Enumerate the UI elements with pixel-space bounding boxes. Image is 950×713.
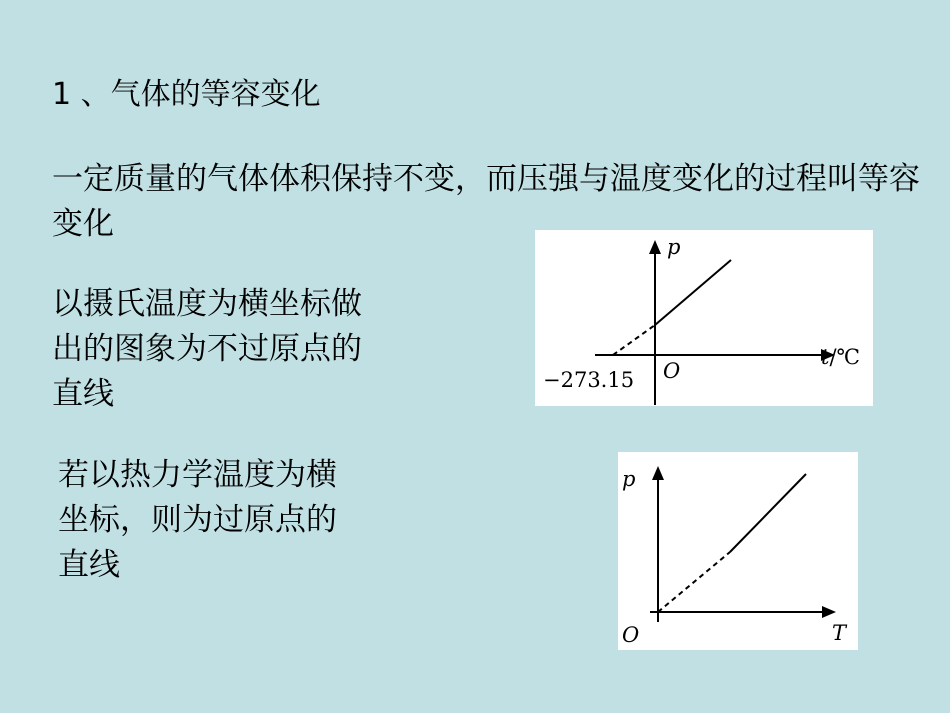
y-axis-arrow bbox=[652, 466, 664, 480]
slide-title: 1 、气体的等容变化 bbox=[52, 77, 321, 112]
x-axis-unit: /℃ bbox=[829, 345, 861, 369]
kelvin-graph-svg bbox=[618, 452, 858, 650]
pressure-line bbox=[655, 260, 731, 325]
celsius-graph-svg bbox=[535, 230, 873, 406]
kelvin-pt-graph bbox=[618, 452, 858, 650]
pressure-line bbox=[730, 474, 806, 552]
y-axis-label: p bbox=[622, 467, 636, 491]
x-axis-label: T bbox=[832, 621, 847, 645]
celsius-graph-note: 以摄氏温度为横坐标做出的图象为不过原点的直线 bbox=[52, 286, 362, 412]
kelvin-graph-note: 若以热力学温度为横坐标，则为过原点的直线 bbox=[58, 457, 337, 583]
extrapolation-dashed-line bbox=[613, 325, 655, 355]
intercept-label: −273.15 bbox=[543, 368, 635, 392]
x-axis-variable: t bbox=[821, 345, 830, 369]
extrapolation-dashed-line bbox=[658, 552, 730, 612]
definition-text: 一定质量的气体体积保持不变，而压强与温度变化的过程叫等容变化 bbox=[52, 161, 920, 242]
y-axis-arrow bbox=[649, 240, 661, 254]
celsius-pt-graph bbox=[535, 230, 873, 406]
origin-label: O bbox=[663, 359, 681, 383]
x-axis-label bbox=[821, 345, 860, 369]
x-axis-arrow bbox=[822, 606, 836, 618]
origin-label: O bbox=[622, 623, 640, 647]
y-axis-label: p bbox=[667, 235, 681, 259]
